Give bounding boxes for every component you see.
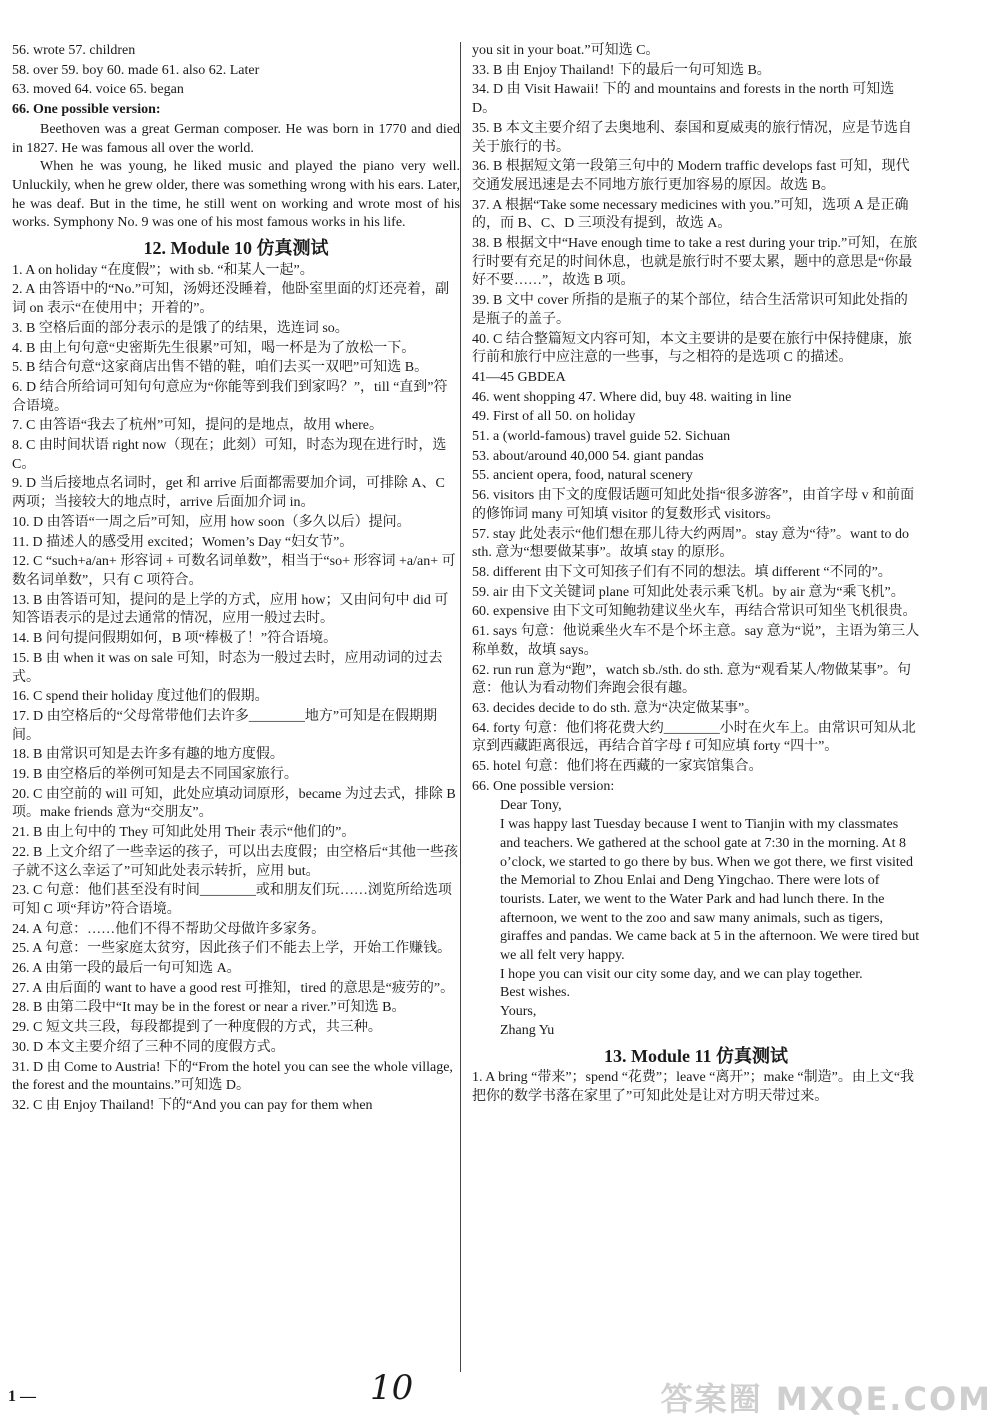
answer-item: 56. visitors 由下文的度假话题可知此处指“很多游客”，由首字母 v 和前面的修饰词 many 可知填 visitor 的复数形式 visitors。: [472, 488, 915, 522]
answer-item: 51. a (world-famous) travel guide 52. Sichuan: [472, 429, 731, 445]
answer-item: 28. B 由第二段中“It may be in the forest or near a river.”可知选 B。: [12, 1000, 406, 1016]
essay-paragraph: When he was young, he liked music and played the piano very well. Unluckily, when he grew older, there was something wrong with his ears. Later, he was deaf. But in the time, he still went on working and wrote most of his works. Symphony No. 9 was one of his most famous works in his life.: [12, 159, 460, 231]
answer-item: 3. B 空格后面的部分表示的是饿了的结果，选连词 so。: [12, 320, 349, 336]
answer-line: 56. wrote 57. children: [12, 43, 136, 58]
answer-item: 16. C spend their holiday 度过他们的假期。: [12, 689, 269, 705]
answer-item: 7. C 由答语“我去了杭州”可知，提问的是地点，故用 where。: [12, 418, 383, 434]
answer-item: 46. went shopping 47. Where did, buy 48. waiting in line: [472, 389, 792, 405]
answer-item: 53. about/around 40,000 54. giant pandas: [472, 448, 704, 464]
answer-item: 58. different 由下文可知孩子们有不同的想法。填 different “不同的”。: [472, 564, 892, 580]
answer-item: 49. First of all 50. on holiday: [472, 409, 636, 425]
answer-item: 1. A bring “带来”；spend “花费”；leave “离开”；make “制造”。由上文“我把你的数学书落在家里了”可知此处是让对方明天带过来。: [472, 1070, 915, 1104]
answer-item: 60. expensive 由下文可知鲍勃建议坐火车，再结合常识可知坐飞机很贵。: [472, 604, 917, 620]
page-number: 1 —: [8, 1388, 36, 1405]
essay-paragraph: Beethoven was a great German composer. He was born in 1770 and died in 1827. He was famous all over the world.: [12, 121, 460, 156]
answer-item: 22. B 上文介绍了一些幸运的孩子，可以出去度假；由空格后“其他一些孩子就不这么幸运了”可知此处表示转折，应用 but。: [12, 844, 459, 879]
answer-item: 18. B 由常识可知是去许多有趣的地方度假。: [12, 747, 284, 763]
answer-item: 62. run run 意为“跑”，watch sb./sth. do sth. 意为“观看某人/物做某事”。句意：他认为看动物们奔跑会很有趣。: [472, 662, 912, 697]
letter-line: Best wishes.: [500, 985, 570, 1001]
answer-item: 36. B 根据短文第一段第三句中的 Modern traffic develops fast 可知，现代交通发展迅速是去不同地方旅行更加容易的原因。故选 B。: [472, 159, 910, 193]
answer-item: 25. A 句意：一些家庭太贫穷，因此孩子们不能去上学，开始工作赚钱。: [12, 941, 452, 957]
answer-item: 59. air 由下文关键词 plane 可知此处表示乘飞机。by air 意为“乘飞机”。: [472, 584, 905, 600]
answer-item: 6. D 结合所给词可知句句意应为“你能等到我们到家吗？”，till “直到”符合语境。: [12, 379, 448, 414]
answer-item: 32. C 由 Enjoy Thailand! 下的“And you can pay for them when: [12, 1097, 373, 1113]
answer-item: 14. B 问句提问假期如何，B 项“棒极了！”符合语境。: [12, 631, 338, 647]
answer-line: 66. One possible version:: [12, 102, 161, 118]
answer-list: [472, 42, 920, 796]
letter-line: I hope you can visit our city some day, and we can play together.: [500, 966, 863, 982]
answer-item: 34. D 由 Visit Hawaii! 下的 and mountains and forests in the north 可知选 D。: [472, 82, 895, 117]
answer-item: 21. B 由上句中的 They 可知此处用 Their 表示“他们的”。: [12, 825, 356, 841]
answer-item: 4. B 由上句句意“史密斯先生很累”可知，喝一杯是为了放松一下。: [12, 340, 416, 356]
answer-item: 39. B 文中 cover 所指的是瓶子的某个部位，结合生活常识可知此处指的是瓶子的盖子。: [472, 293, 908, 327]
answer-item: 63. decides decide to do sth. 意为“决定做某事”。: [472, 700, 759, 716]
handwritten-mark: 10: [370, 1368, 414, 1408]
answer-item: you sit in your boat.”可知选 C。: [472, 43, 660, 58]
answer-item: 26. A 由第一段的最后一句可知选 A。: [12, 961, 241, 977]
answer-item: 41—45 GBDEA: [472, 369, 566, 385]
answer-item: 57. stay 此处表示“他们想在那儿待大约两周”。stay 意为“待”。want to do sth. 意为“想要做某事”。故填 stay 的原形。: [472, 526, 910, 561]
answer-list: [12, 262, 460, 1116]
answer-item: 65. hotel 句意：他们将在西藏的一家宾馆集合。: [472, 759, 763, 775]
answer-item: 66. One possible version:: [472, 778, 615, 794]
answer-item: 37. A 根据“Take some necessary medicines with you.”可知，选项 A 是正确的，而 B、C、D 三项没有提到，故选 A。: [472, 197, 909, 232]
answer-item: 19. B 由空格后的举例可知是去不同国家旅行。: [12, 767, 298, 783]
answer-item: 55. ancient opera, food, natural scenery: [472, 468, 693, 484]
answer-item: 2. A 由答语中的“No.”可知，汤姆还没睡着，他卧室里面的灯还亮着，副词 on 表示“在使用中；开着的”。: [12, 282, 450, 317]
letter-line: I was happy last Tuesday because I went to Tianjin with my classmates and teachers. We gathered at the school gate at 7:30 in the morning. At 8 o’clock, we started to go there by bus. When we got there, we first visited the Memorial to Zhou Enlai and Deng Yingchao. There were lots of tourists. Later, we went to the Water Park and had lunch there. In the afternoon, we went to the zoo and saw many animals, such as tigers, giraffes and pandas. We came back at 5 in the afternoon. We were tired but we all felt very happy.: [500, 817, 920, 964]
section-title: 12. Module 10 仿真测试: [143, 238, 329, 259]
right-column: [472, 42, 920, 1108]
answer-item: 9. D 当后接地点名词时，get 和 arrive 后面都需要加介词，可排除 A、C 两项；当接较大的地点时，arrive 后面加介词 in。: [12, 476, 445, 511]
letter-line: Yours,: [500, 1004, 537, 1020]
answer-item: 20. C 由空前的 will 可知，此处应填动词原形，became 为过去式，排除 B 项。make friends 意为“交朋友”。: [12, 786, 456, 821]
answer-item: 23. C 句意：他们甚至没有时间________或和朋友们玩……浏览所给选项可知 C 项“拜访”符合语境。: [12, 883, 452, 917]
answer-item: 33. B 由 Enjoy Thailand! 下的最后一句可知选 B。: [472, 62, 771, 78]
answer-item: 40. C 结合整篇短文内容可知，本文主要讲的是要在旅行中保持健康，旅行前和旅行中应注意的一些事，与之相符的是选项 C 的描述。: [472, 331, 912, 366]
answer-item: 5. B 结合句意“这家商店出售不错的鞋，咱们去买一双吧”可知选 B。: [12, 360, 429, 376]
answer-line: 63. moved 64. voice 65. began: [12, 82, 184, 98]
answer-item: 8. C 由时间状语 right now（现在；此刻）可知，时态为现在进行时，选 C。: [12, 438, 447, 472]
letter-block: [472, 797, 920, 1040]
answer-item: 35. B 本文主要介绍了去奥地利、泰国和夏威夷的旅行情况，应是节选自关于旅行的书。: [472, 120, 912, 155]
section-title: 13. Module 11 仿真测试: [603, 1045, 788, 1066]
answer-item: 27. A 由后面的 want to have a good rest 可推知，tired 的意思是“疲劳的”。: [12, 980, 455, 996]
answer-item: 1. A on holiday “在度假”；with sb. “和某人一起”。: [12, 262, 314, 278]
answer-item: 17. D 由空格后的“父母常带他们去许多________地方”可知是在假期期间。: [12, 708, 438, 743]
answer-item: 12. C “such+a/an+ 形容词 + 可数名词单数”，相当于“so+ 形容词 +a/an+ 可数名词单数”，只有 C 项符合。: [12, 554, 456, 588]
answer-item: 10. D 由答语“一周之后”可知，应用 how soon（多久以后）提问。: [12, 514, 411, 530]
answer-item: 15. B 由 when it was on sale 可知，时态为一般过去时，应用动词的过去式。: [12, 650, 443, 685]
answer-item: 29. C 短文共三段，每段都提到了一种度假的方式，共三种。: [12, 1020, 382, 1036]
answer-list: [472, 1069, 920, 1106]
answer-item: 24. A 句意：……他们不得不帮助父母做许多家务。: [12, 921, 326, 937]
left-column: [12, 42, 460, 1117]
answer-item: 38. B 根据文中“Have enough time to take a rest during your trip.”可知，在旅行时要有充足的时间休息，也就是旅行时不要太累，题中的意思是“你最好不要……”，故选 B 项。: [472, 236, 918, 289]
letter-line: Dear Tony,: [500, 798, 562, 814]
answer-item: 64. forty 句意：他们将花费大约________小时在火车上。由常识可知从北京到西藏距离很远，再结合首字母 f 可知应填 forty “四十”。: [472, 720, 916, 755]
column-divider: [460, 42, 461, 1372]
answer-item: 30. D 本文主要介绍了三种不同的度假方式。: [12, 1039, 285, 1055]
answer-line: 58. over 59. boy 60. made 61. also 62. Later: [12, 62, 260, 78]
answer-item: 61. says 句意：他说乘坐火车不是个坏主意。say 意为“说”，主语为第三人称单数，故填 says。: [472, 624, 920, 658]
answer-item: 11. D 描述人的感受用 excited；Women’s Day “妇女节”。: [12, 534, 354, 550]
letter-line: Zhang Yu: [500, 1022, 555, 1038]
answer-item: 13. B 由答语可知，提问的是上学的方式，应用 how；又由问句中 did 可知答语表示的是过去通常的情况，应用一般过去时。: [12, 592, 449, 627]
watermark-logo: 答案圈 MXQE.COM: [660, 1380, 992, 1418]
answer-item: 31. D 由 Come to Austria! 下的“From the hotel you can see the whole village, the forest and the mountains.”可知选 D。: [12, 1059, 453, 1094]
